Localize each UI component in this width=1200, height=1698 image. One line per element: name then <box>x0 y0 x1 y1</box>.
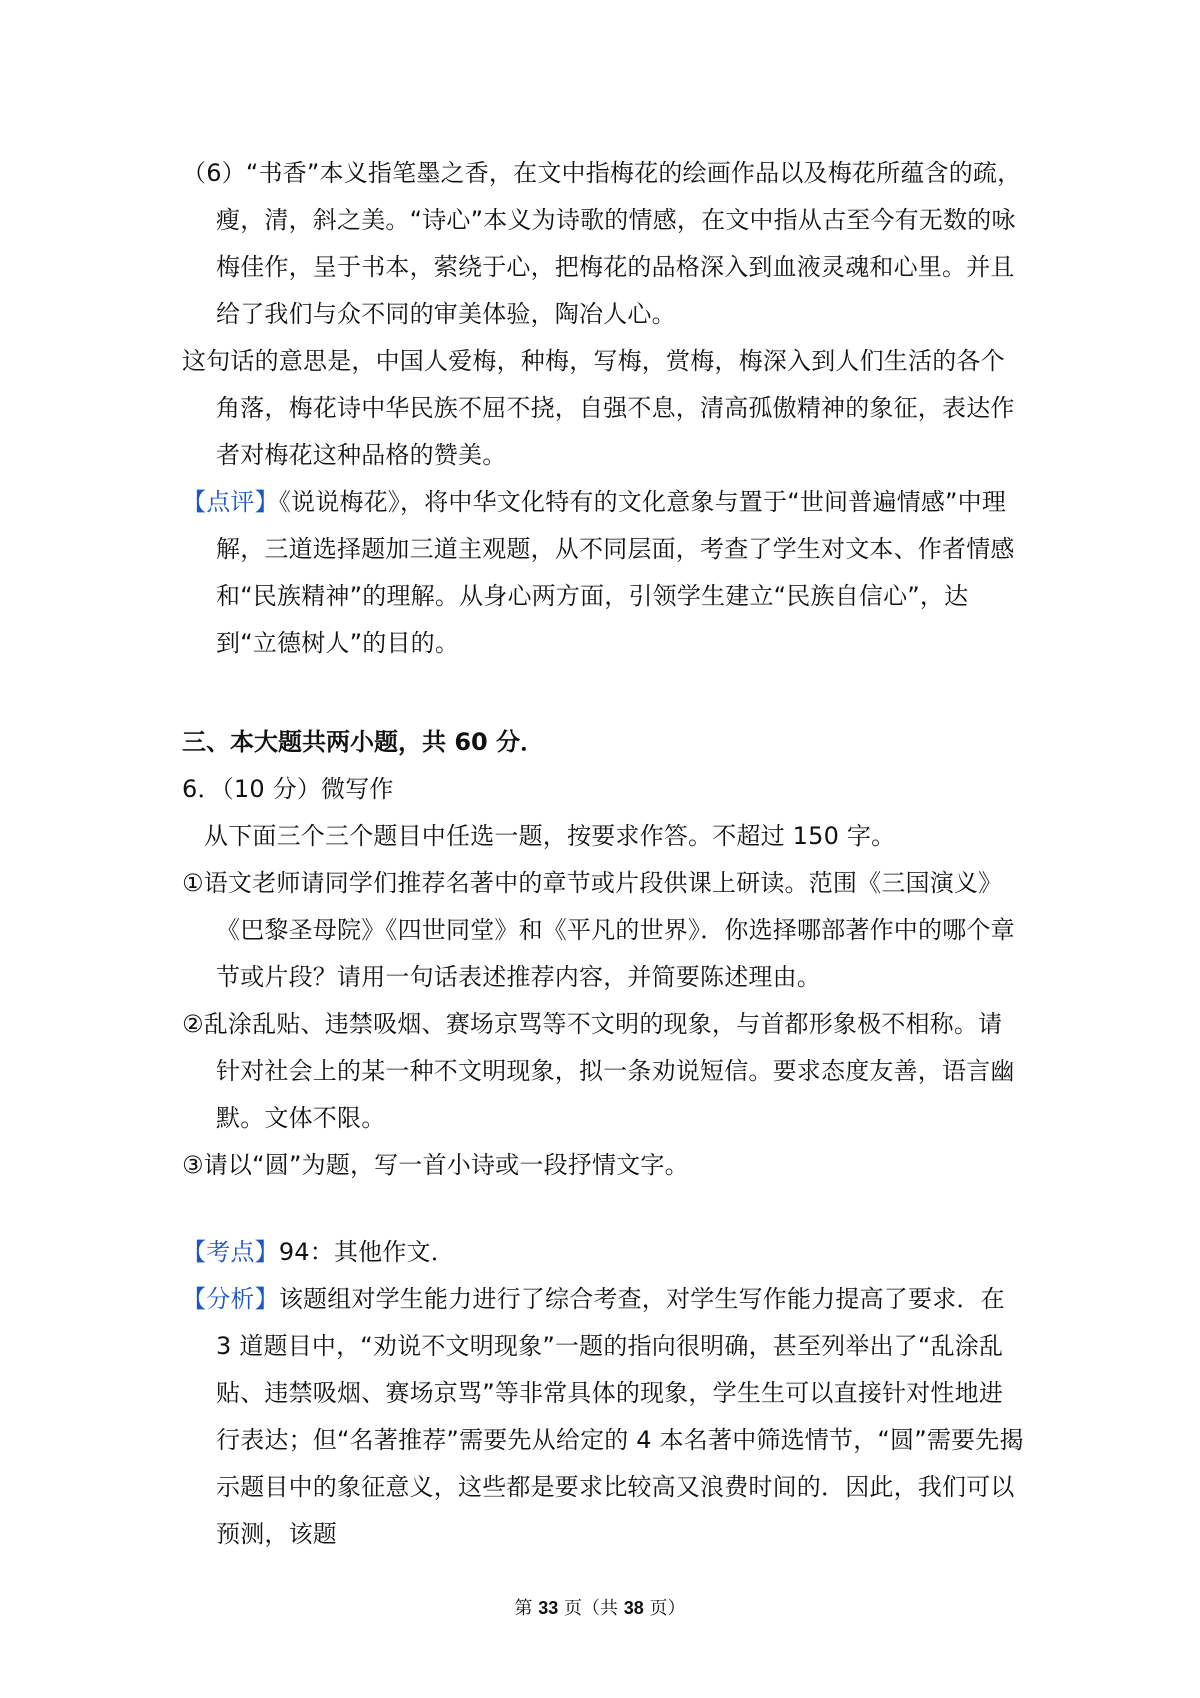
meaning-paragraph: 这句话的意思是，中国人爱梅，种梅，写梅，赏梅，梅深入到人们生活的各个角落，梅花诗中华民族不屈不挠，自强不息，清高孤傲精神的象征，表达作者对梅花这种品格的赞美。 <box>182 347 1015 469</box>
spacer <box>182 1189 1024 1229</box>
kaodian-tag: 【考点】 <box>182 1238 279 1266</box>
fenxi-text: 该题组对学生能力进行了综合考查，对学生写作能力提高了要求．在 3 道题目中，“劝说不文明现象”一题的指向很明确，甚至列举出了“乱涂乱贴、违禁吸烟、赛场京骂”等非常具体的现象，学生生可以直接针对性地进行表达；但“名著推荐”需要先从给定的 4 本名著中筛选情节，“圆”需要先揭示题目中的象征意义，这些都是要求比较高又浪费时间的．因此，我们可以预测，该题 <box>216 1285 1024 1548</box>
kaodian-paragraph <box>182 1229 1024 1276</box>
review-paragraph <box>182 479 1024 667</box>
question-option-3: ③请以“圆”为题，写一首小诗或一段抒情文字。 <box>182 1151 689 1179</box>
fenxi-tag: 【分析】 <box>182 1285 279 1313</box>
question-6-title: 6．（10 分）微写作 <box>182 775 394 803</box>
footer-prefix: 第 <box>514 1598 539 1619</box>
footer-suffix: 页） <box>643 1598 686 1619</box>
fenxi-paragraph <box>182 1276 1024 1558</box>
kaodian-text: 94：其他作文． <box>278 1238 455 1266</box>
page-content <box>182 150 1024 1558</box>
review-text: 《说说梅花》，将中华文化特有的文化意象与置于“世间普遍情感”中理解，三道选择题加三道主观题，从不同层面，考查了学生对文本、作者情感和“民族精神”的理解。从身心两方面，引领学生建立“民族自信心”，达到“立德树人”的目的。 <box>216 488 1015 657</box>
footer-total-pages: 38 <box>623 1598 644 1618</box>
review-tag: 【点评】 <box>182 488 279 516</box>
spacer <box>182 667 1024 719</box>
footer-current-page: 33 <box>538 1598 559 1618</box>
section-3-heading: 三、本大题共两小题，共 60 分． <box>182 728 545 756</box>
question-option-1: ①语文老师请同学们推荐名著中的章节或片段供课上研读。范围《三国演义》《巴黎圣母院》《四世同堂》和《平凡的世界》．你选择哪部著作中的哪个章节或片段？请用一句话表述推荐内容，并简要陈述理由。 <box>182 869 1015 991</box>
answer-6-paragraph: （6）“书香”本义指笔墨之香，在文中指梅花的绘画作品以及梅花所蕴含的疏，瘦，清，斜之美。“诗心”本义为诗歌的情感，在文中指从古至今有无数的咏梅佳作，呈于书本，萦绕于心，把梅花的品格深入到血液灵魂和心里。并且给了我们与众不同的审美体验，陶冶人心。 <box>182 159 1022 328</box>
question-6-instruction: 从下面三个三个题目中任选一题，按要求作答。不超过 150 字。 <box>204 822 896 850</box>
question-option-2: ②乱涂乱贴、违禁吸烟、赛场京骂等不文明的现象，与首都形象极不相称。请针对社会上的某一种不文明现象，拟一条劝说短信。要求态度友善，语言幽默。文体不限。 <box>182 1010 1015 1132</box>
footer-middle: 页（共 <box>558 1598 624 1619</box>
page-footer <box>0 1594 1200 1620</box>
